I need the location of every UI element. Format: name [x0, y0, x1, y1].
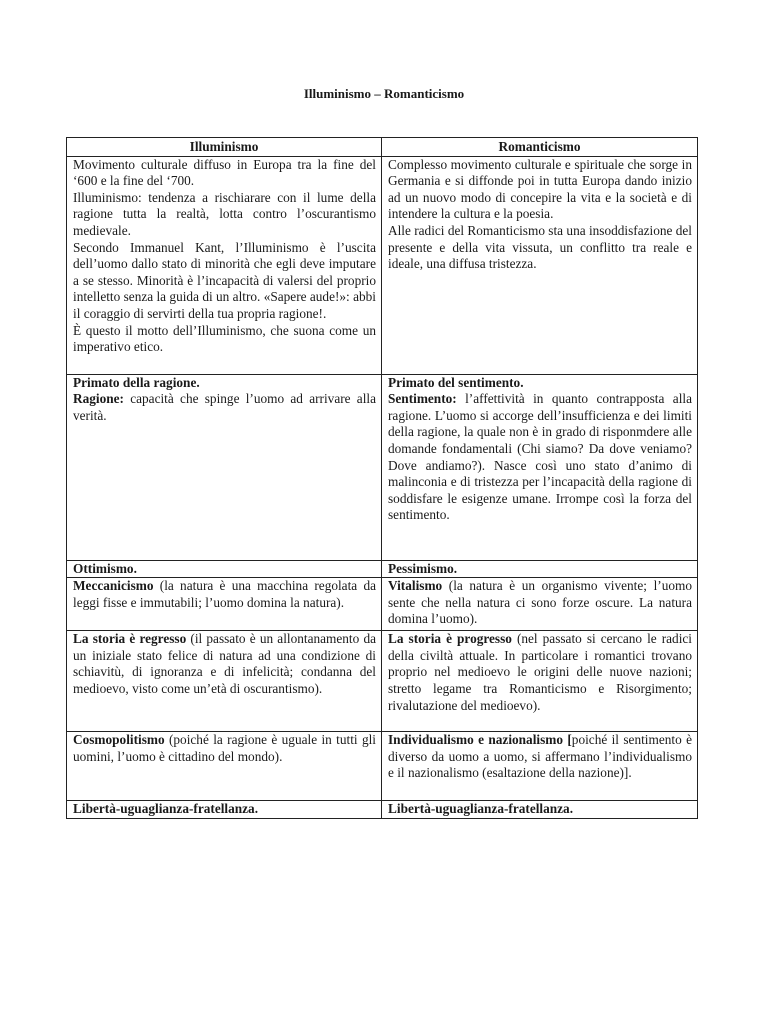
- term-label: Cosmopolitismo: [73, 732, 165, 748]
- term-label: Ragione:: [73, 391, 124, 407]
- term-description: capacità che spinge l’uomo ad arrivare alla verità.: [73, 391, 376, 423]
- cell-vitalismo: [382, 578, 698, 631]
- table-row-motto: [67, 801, 698, 819]
- cell-ottimismo: [67, 560, 382, 578]
- cell-storia-regresso: [67, 631, 382, 732]
- term-label: La storia è progresso: [388, 631, 512, 647]
- comparison-table: [66, 137, 698, 819]
- document-title: Illuminismo – Romanticismo: [303, 86, 465, 101]
- table-row-intro: [67, 156, 698, 374]
- cell-romanticismo-intro: [382, 156, 698, 374]
- primato-heading: Primato della ragione.: [73, 374, 200, 390]
- cell-storia-progresso: [382, 631, 698, 732]
- term-description: (il passato è un allontanamento da un iniziale stato felice di natura ad una condizione di schiavitù, di ignoranza e di infelicità; condanna del medioevo, visto come un’età di oscurantismo).: [73, 631, 376, 696]
- term-description: (nel passato si cercano le radici della civiltà attuale. In particolare i romantici trovano proprio nel medioevo le origini delle nuove nazioni; stretto legame tra Romanticismo e Risorgimento; rivalutazione del medioevo).: [388, 631, 692, 713]
- intro-text: È questo il motto dell’Illuminismo, che suona come un imperativo etico.: [73, 322, 376, 355]
- term-label: Meccanicismo: [73, 578, 154, 594]
- term-label: Sentimento:: [388, 391, 457, 407]
- cell-motto-romanticismo: [382, 801, 698, 819]
- table-row-primato: [67, 374, 698, 560]
- cell-meccanicismo: [67, 578, 382, 631]
- intro-text: Movimento culturale diffuso in Europa tra la fine del ‘600 e la fine del ‘700.: [73, 156, 376, 189]
- motto-text: Libertà-uguaglianza-fratellanza.: [388, 801, 574, 817]
- cell-individualismo: [382, 732, 698, 801]
- attitude-label: Pessimismo.: [388, 560, 458, 576]
- term-description: (poiché la ragione è uguale in tutti gli uomini, l’uomo è cittadino del mondo).: [73, 732, 376, 764]
- intro-text: Secondo Immanuel Kant, l’Illuminismo è l’uscita dell’uomo dallo stato di minorità che egli deve imputare a se stesso. Minorità è l’incapacità di valersi del proprio intelletto senza la guida di un altro. «Sapere aude!»: abbi il coraggio di servirti della tua propria ragione!.: [73, 239, 376, 321]
- term-description: (la natura è una macchina regolata da leggi fisse e immutabili; l’uomo domina la natura).: [73, 578, 376, 610]
- header-illuminismo: Illuminismo: [67, 138, 382, 157]
- intro-text: Complesso movimento culturale e spirituale che sorge in Germania e si diffonde poi in tutta Europa dando inizio ad un nuovo modo di concepire la vita e la società e di intendere la cultura e la poesia.: [388, 156, 692, 222]
- intro-text: Alle radici del Romanticismo sta una insoddisfazione del presente e della vita vissuta, un conflitto tra reale e ideale, una diffusa tristezza.: [388, 222, 692, 272]
- cell-motto-illuminismo: [67, 801, 382, 819]
- cell-illuminismo-intro: [67, 156, 382, 374]
- table-row-nature: [67, 578, 698, 631]
- term-description: l’affettività in quanto contrapposta alla ragione. L’uomo si accorge dell’insufficienza e dei limiti della ragione, la quale non è in grado di risponmdere alle domande fondamentali (Chi siamo? Da dove veniamo? Dove andiamo?). Nasce così uno stato d’animo di malinconia e di tristezza per l’incapacità della ragione di soddisfare le esigenze umane. Irrompe così la forza del sentimento.: [388, 391, 692, 523]
- cell-primato-ragione: [67, 374, 382, 560]
- term-label: Individualismo e nazionalismo [: [388, 732, 572, 748]
- term-description: poiché il sentimento è diverso da uomo a uomo, si affermano l’individualismo e il nazionalismo (esaltazione della nazione)].: [388, 732, 692, 781]
- cell-primato-sentimento: [382, 374, 698, 560]
- table-row-history: [67, 631, 698, 732]
- table-row-society: [67, 732, 698, 801]
- term-description: (la natura è un organismo vivente; l’uomo sente che nella natura ci sono forze oscure. La natura domina l’uomo).: [388, 578, 692, 627]
- motto-text: Libertà-uguaglianza-fratellanza.: [73, 801, 259, 817]
- intro-text: Illuminismo: tendenza a rischiarare con il lume della ragione tutta la realtà, lotta contro l’oscurantismo medievale.: [73, 189, 376, 238]
- term-label: La storia è regresso: [73, 631, 187, 647]
- attitude-label: Ottimismo.: [73, 560, 137, 576]
- header-romanticismo: Romanticismo: [382, 138, 698, 157]
- cell-pessimismo: [382, 560, 698, 578]
- primato-heading: Primato del sentimento.: [388, 374, 524, 390]
- table-row-attitude: [67, 560, 698, 578]
- table-header-row: [67, 138, 698, 157]
- term-label: Vitalismo: [388, 578, 443, 594]
- cell-cosmopolitismo: [67, 732, 382, 801]
